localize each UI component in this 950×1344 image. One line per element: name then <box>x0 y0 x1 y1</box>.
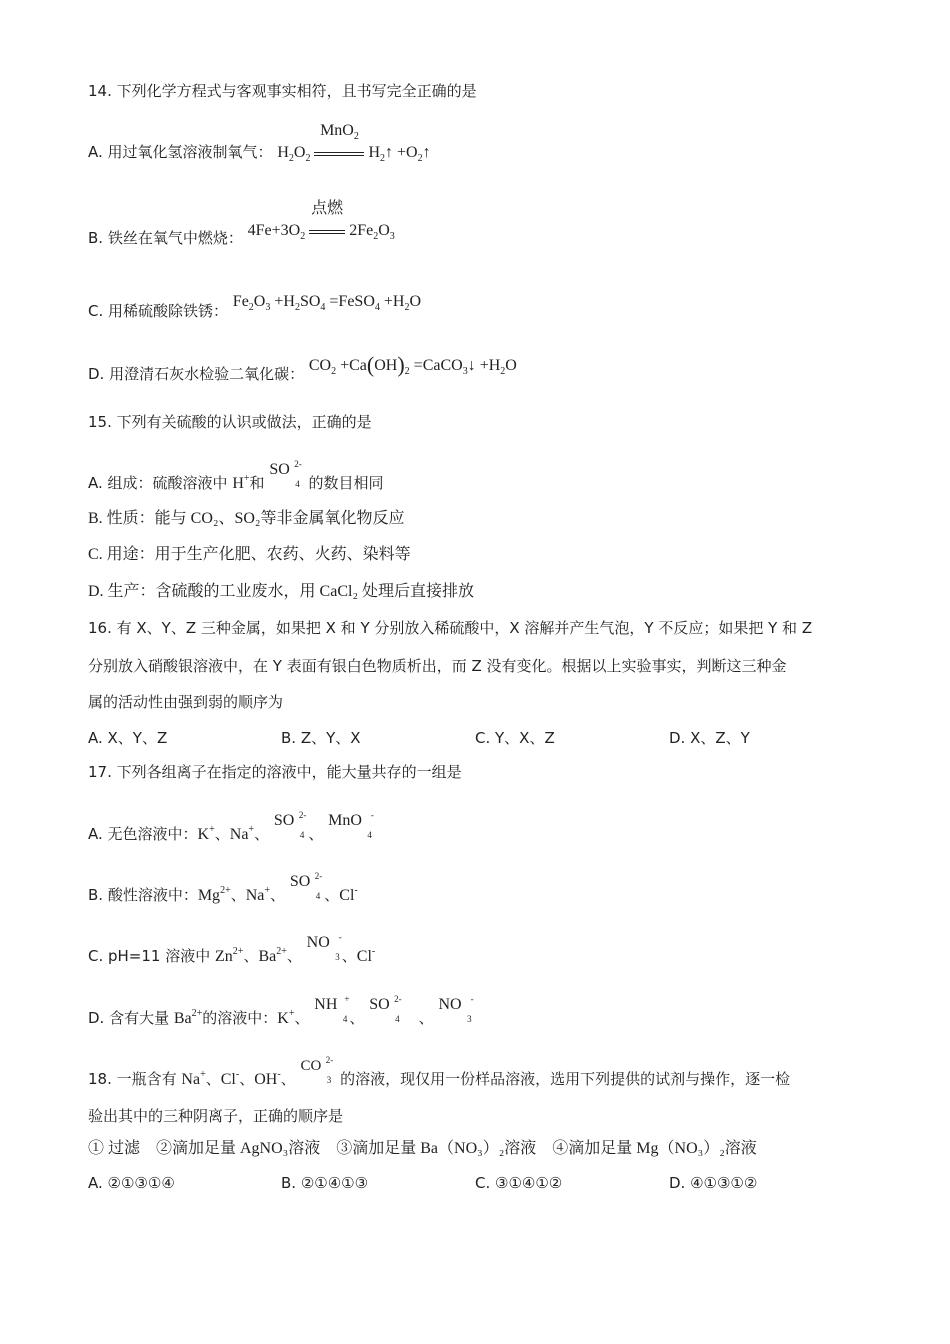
q17-option-a[interactable] <box>88 810 374 845</box>
q16-option-d[interactable]: D. X、Z、Y <box>669 729 750 747</box>
q17-d-label-2: 的溶液中： <box>202 1009 278 1027</box>
zn-ion: $Zn^{2+}$ <box>215 946 244 965</box>
q18-option-b[interactable]: B. ②①④①③ <box>281 1174 369 1192</box>
q15-option-c[interactable]: C. 用途：用于生产化肥、农药、火药、染料等 <box>88 546 411 563</box>
q16-line-2: 分别放入硝酸银溶液中，在 Y 表面有银白色物质析出，而 Z 没有变化。根据以上实验事实，判断这三种金 <box>88 657 787 675</box>
permanganate-ion: MnO 4 - <box>328 810 374 840</box>
na-ion: Na+ <box>245 885 271 904</box>
sulfate-ion: SO 4 2- <box>369 994 402 1024</box>
q17-option-d[interactable] <box>88 994 474 1029</box>
ba-ion: $Ba^{2+}$ <box>258 946 287 965</box>
q17-option-c[interactable] <box>88 933 375 967</box>
carbonate-ion: CO 3 2- <box>300 1055 334 1085</box>
q14-stem: 14. 下列化学方程式与客观事实相符，且书写完全正确的是 <box>88 82 477 100</box>
sep: 、 <box>254 825 270 843</box>
sulfate-ion: SO 4 2- <box>269 459 302 489</box>
sep: 、 <box>270 886 286 904</box>
q15-a-label: A. 组成：硫酸溶液中 <box>88 474 233 492</box>
sep: 、 <box>280 1070 296 1088</box>
nitrate-ion: NO 3 - <box>306 932 342 962</box>
q18-line-1 <box>88 1056 790 1090</box>
sulfate-ion: SO 4 2- <box>289 871 323 901</box>
nitrate-ion: NO 3 - <box>438 994 474 1024</box>
q14-c-label: C. 用稀硫酸除铁锈： <box>88 302 229 320</box>
k-ion: K+ <box>277 1008 295 1027</box>
q16-option-b[interactable]: B. Z、Y、X <box>281 729 361 747</box>
q14-a-equation: $H_2O_2$ MnO$_2$ $H_2↑$ $+O_2↑$ <box>277 122 431 164</box>
sulfate-ion: SO 4 2- <box>273 810 307 840</box>
q17-stem: 17. 下列各组离子在指定的溶液中，能大量共存的一组是 <box>88 763 462 781</box>
ba-ion: $Ba^{2+}$ <box>173 1008 203 1027</box>
q14-option-a[interactable] <box>88 122 431 164</box>
sep: 、 <box>286 947 302 965</box>
k-ion: K+ <box>197 824 215 843</box>
q18-operations: ① 过滤 ②滴加足量 AgNO₃溶液 ③滴加足量 Ba（NO₃）₂溶液 ④滴加足量 Mg（NO₃）₂溶液 <box>88 1140 757 1157</box>
sep: 、 <box>349 1009 365 1027</box>
q14-option-d[interactable] <box>88 352 517 385</box>
mg-ion: $Mg^{2+}$ <box>197 885 231 904</box>
q14-b-label: B. 铁丝在氧气中燃烧： <box>88 229 243 247</box>
q18-line1-start: 18. 一瓶含有 <box>88 1070 182 1088</box>
sep: 、 <box>308 825 324 843</box>
q16-option-a[interactable]: A. X、Y、Z <box>88 729 168 747</box>
q16-option-c[interactable]: C. Y、X、Z <box>475 729 555 747</box>
q15-option-b[interactable]: B. 性质：能与 CO₂、SO₂等非金属氧化物反应 <box>88 510 405 527</box>
q14-b-equation: $4Fe+3O_2$ 点燃 $2Fe_2O_3$ <box>247 200 395 242</box>
q15-a-end: 的数目相同 <box>308 474 384 492</box>
sep: 、 <box>341 947 357 965</box>
na-ion: Na+ <box>181 1069 206 1088</box>
q14-c-equation: $Fe_2O_3 +H_2SO_4$ =FeSO$_4$ $+H_2O$ <box>232 293 422 313</box>
q17-b-label: B. 酸性溶液中： <box>88 886 198 904</box>
oh-ion: OH- <box>254 1069 281 1088</box>
sep: 、 <box>324 886 340 904</box>
sep: 、 <box>230 886 246 904</box>
q17-d-label: D. 含有大量 <box>88 1009 174 1027</box>
q18-option-a[interactable]: A. ②①③①④ <box>88 1174 175 1192</box>
q17-a-label: A. 无色溶液中： <box>88 825 198 843</box>
q14-option-b[interactable] <box>88 200 395 249</box>
q16-line-3: 属的活动性由强到弱的顺序为 <box>88 693 284 711</box>
q16-line-1: 16. 有 X、Y、Z 三种金属，如果把 X 和 Y 分别放入稀硫酸中，X 溶解并产生气泡，Y 不反应；如果把 Y 和 Z <box>88 619 813 637</box>
q15-a-mid: 和 <box>249 474 265 492</box>
q18-option-d[interactable]: D. ④①③①② <box>669 1174 758 1192</box>
cl-ion: Cl- <box>356 946 376 965</box>
sep: 、 <box>418 1009 434 1027</box>
cl-ion: Cl- <box>339 885 358 904</box>
q15-option-d[interactable]: D. 生产：含硫酸的工业废水，用 CaCl₂ 处理后直接排放 <box>88 583 475 600</box>
q14-a-label: A. 用过氧化氢溶液制氧气： <box>88 143 273 161</box>
cl-ion: Cl- <box>220 1069 240 1088</box>
h-ion: H+ <box>232 473 250 492</box>
sep: 、 <box>214 825 230 843</box>
q17-option-b[interactable] <box>88 872 358 906</box>
q18-line-2: 验出其中的三种阴离子，正确的顺序是 <box>88 1107 344 1125</box>
ammonium-ion: NH 4 + <box>314 994 350 1024</box>
sep: 、 <box>205 1070 221 1088</box>
sep: 、 <box>239 1070 255 1088</box>
q18-option-c[interactable]: C. ③①④①② <box>475 1174 563 1192</box>
q18-line1-end: 的溶液，现仅用一份样品溶液，选用下列提供的试剂与操作，逐一检 <box>340 1070 791 1088</box>
sep: 、 <box>294 1009 310 1027</box>
q15-option-a[interactable] <box>88 460 384 494</box>
sep: 、 <box>243 947 259 965</box>
q14-option-c[interactable] <box>88 293 422 322</box>
q17-c-label: C. pH=11 溶液中 <box>88 947 216 965</box>
q14-d-equation: $CO_2 +Ca(OH)_2$ =CaCO$_3$↓ $+H_2O$ <box>308 352 517 377</box>
na-ion: Na+ <box>229 824 255 843</box>
q15-stem: 15. 下列有关硫酸的认识或做法，正确的是 <box>88 413 372 431</box>
q14-d-label: D. 用澄清石灰水检验二氧化碳： <box>88 365 305 383</box>
